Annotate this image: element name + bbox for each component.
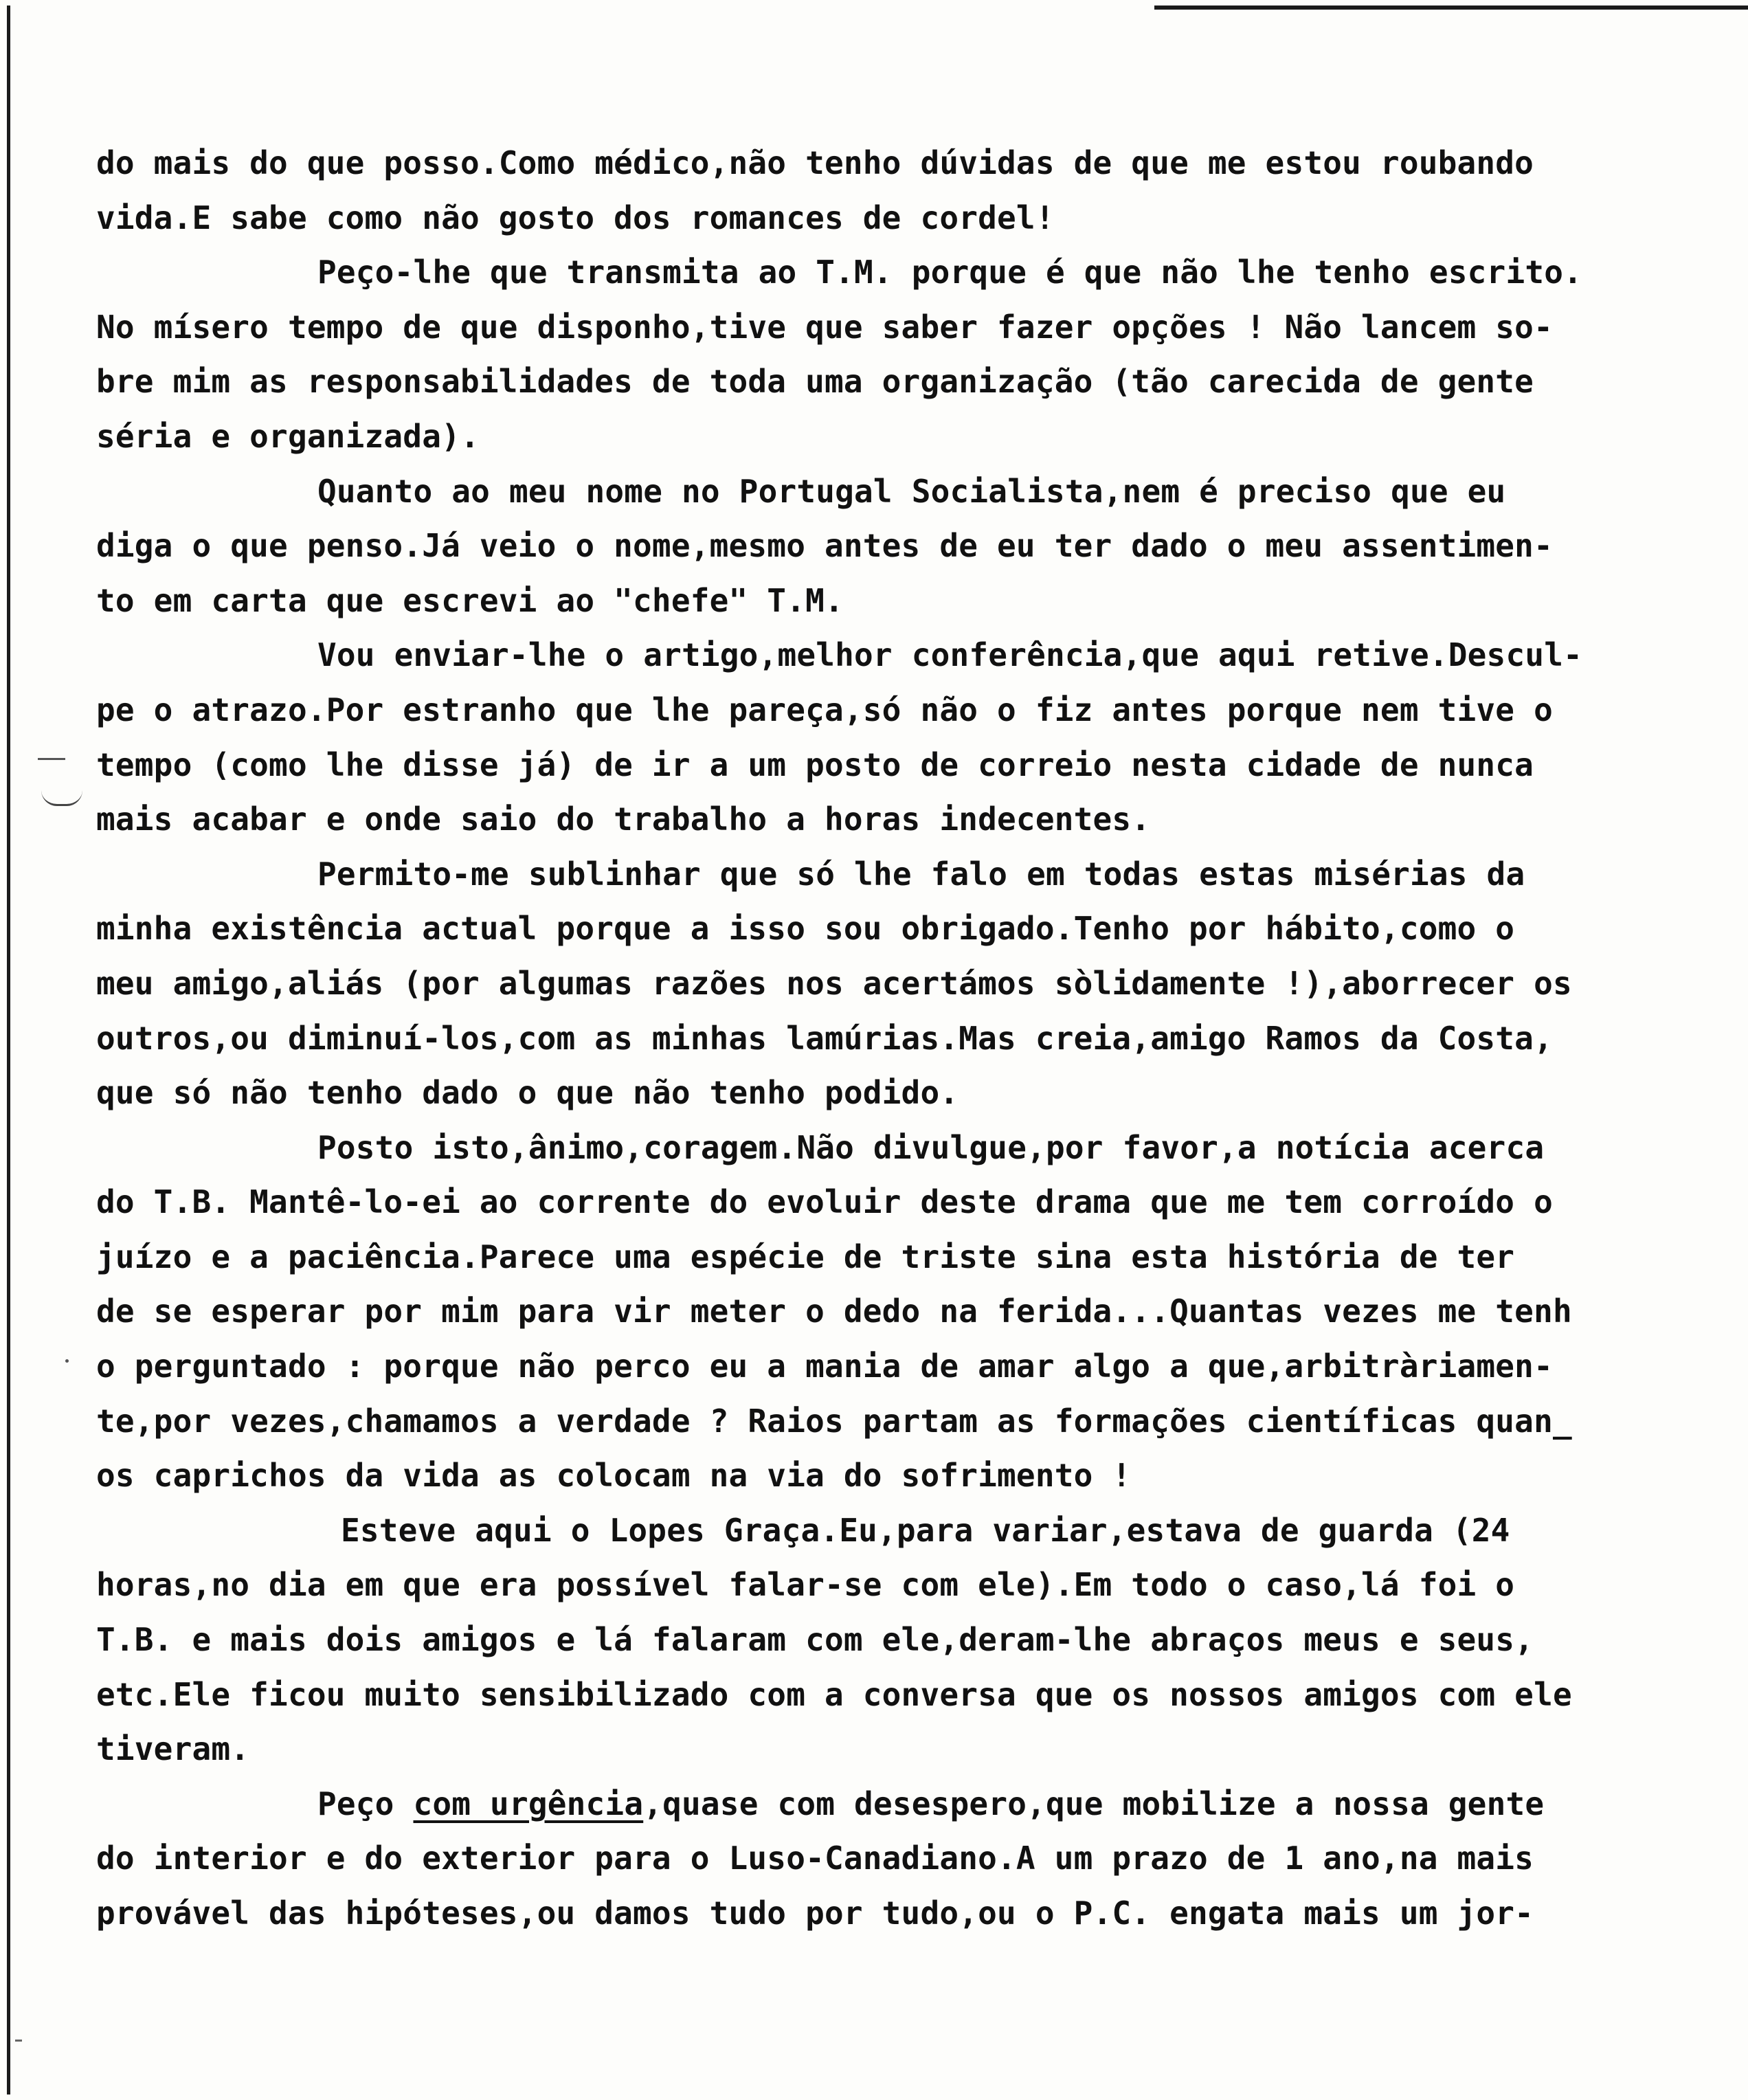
text-line: vida.E sabe como não gosto dos romances de cordel! xyxy=(96,199,1055,236)
text-line: de se esperar por mim para vir meter o dedo na ferida...Quantas vezes me tenh xyxy=(96,1293,1572,1330)
text-line: te,por vezes,chamamos a verdade ? Raios partam as formações científicas quan_ xyxy=(96,1402,1572,1440)
text-line: juízo e a paciência.Parece uma espécie de triste sina esta história de ter xyxy=(96,1238,1515,1275)
text-line: do T.B. Mantê-lo-ei ao corrente do evoluir deste drama que me tem corroído o xyxy=(96,1183,1553,1221)
text-line: do mais do que posso.Como médico,não tenho dúvidas de que me estou roubando xyxy=(96,144,1534,181)
text-line: séria e organizada). xyxy=(96,417,480,455)
text-line: minha existência actual porque a isso sou obrigado.Tenho por hábito,como o xyxy=(96,910,1515,948)
text-line: diga o que penso.Já veio o nome,mesmo antes de eu ter dado o meu assentimen- xyxy=(96,527,1553,565)
text-line: tempo (como lhe disse já) de ir a um posto de correio nesta cidade de nunca xyxy=(96,746,1534,783)
margin-mark-dot xyxy=(65,1359,69,1363)
paragraph-start-line: Permito-me sublinhar que só lhe falo em todas estas misérias da xyxy=(317,855,1525,893)
margin-mark-curve xyxy=(41,790,82,806)
text-line: to em carta que escrevi ao "chefe" T.M. xyxy=(96,581,844,619)
margin-mark-dash xyxy=(38,758,65,760)
text-line: pe o atrazo.Por estranho que lhe pareça,só não o fiz antes porque nem tive o xyxy=(96,691,1553,728)
text-line: meu amigo,aliás (por algumas razões nos acertámos sòlidamente !),aborrecer os xyxy=(96,964,1572,1002)
text-line: mais acabar e onde saio do trabalho a horas indecentes. xyxy=(96,801,1151,838)
text-line: provável das hipóteses,ou damos tudo por tudo,ou o P.C. engata mais um jor- xyxy=(96,1895,1534,1932)
paragraph-start-line: Vou enviar-lhe o artigo,melhor conferência,que aqui retive.Descul- xyxy=(317,636,1583,674)
text-line: T.B. e mais dois amigos e lá falaram com ele,deram-lhe abraços meus e seus, xyxy=(96,1621,1534,1659)
text-line: horas,no dia em que era possível falar-se com ele).Em todo o caso,lá foi o xyxy=(96,1566,1515,1604)
text-line: outros,ou diminuí-los,com as minhas lamúrias.Mas creia,amigo Ramos da Costa, xyxy=(96,1019,1553,1057)
paragraph-start-line xyxy=(96,1777,1690,1832)
letter-body xyxy=(96,136,1690,1941)
text-line: que só não tenho dado o que não tenho podido. xyxy=(96,1074,959,1112)
paragraph-start-line: Quanto ao meu nome no Portugal Socialista,nem é preciso que eu xyxy=(317,472,1506,510)
text-line: o perguntado : porque não perco eu a mania de amar algo a que,arbitràriamen- xyxy=(96,1348,1553,1385)
text-line: os caprichos da vida as colocam na via do sofrimento ! xyxy=(96,1457,1132,1495)
page-left-border xyxy=(7,5,10,2095)
paragraph-start-line: Posto isto,ânimo,coragem.Não divulgue,por favor,a notícia acerca xyxy=(317,1128,1545,1166)
text-line: do interior e do exterior para o Luso-Canadiano.A um prazo de 1 ano,na mais xyxy=(96,1840,1534,1877)
text-segment: Peço xyxy=(317,1785,414,1822)
text-line: bre mim as responsabilidades de toda uma organização (tão carecida de gente xyxy=(96,363,1534,401)
text-line: No mísero tempo de que disponho,tive que saber fazer opções ! Não lancem so- xyxy=(96,308,1553,346)
text-line: etc.Ele ficou muito sensibilizado com a conversa que os nossos amigos com ele xyxy=(96,1675,1572,1713)
underlined-emphasis: com urgência xyxy=(413,1785,644,1822)
page-top-border xyxy=(1154,5,1748,10)
paragraph-start-line: Esteve aqui o Lopes Graça.Eu,para variar,estava de guarda (24 xyxy=(341,1511,1510,1549)
text-line: tiveram. xyxy=(96,1730,250,1768)
margin-mark-tick xyxy=(15,2040,22,2042)
paragraph-start-line: Peço-lhe que transmita ao T.M. porque é que não lhe tenho escrito. xyxy=(317,254,1583,291)
text-segment: ,quase com desespero,que mobilize a nossa gente xyxy=(643,1785,1545,1822)
